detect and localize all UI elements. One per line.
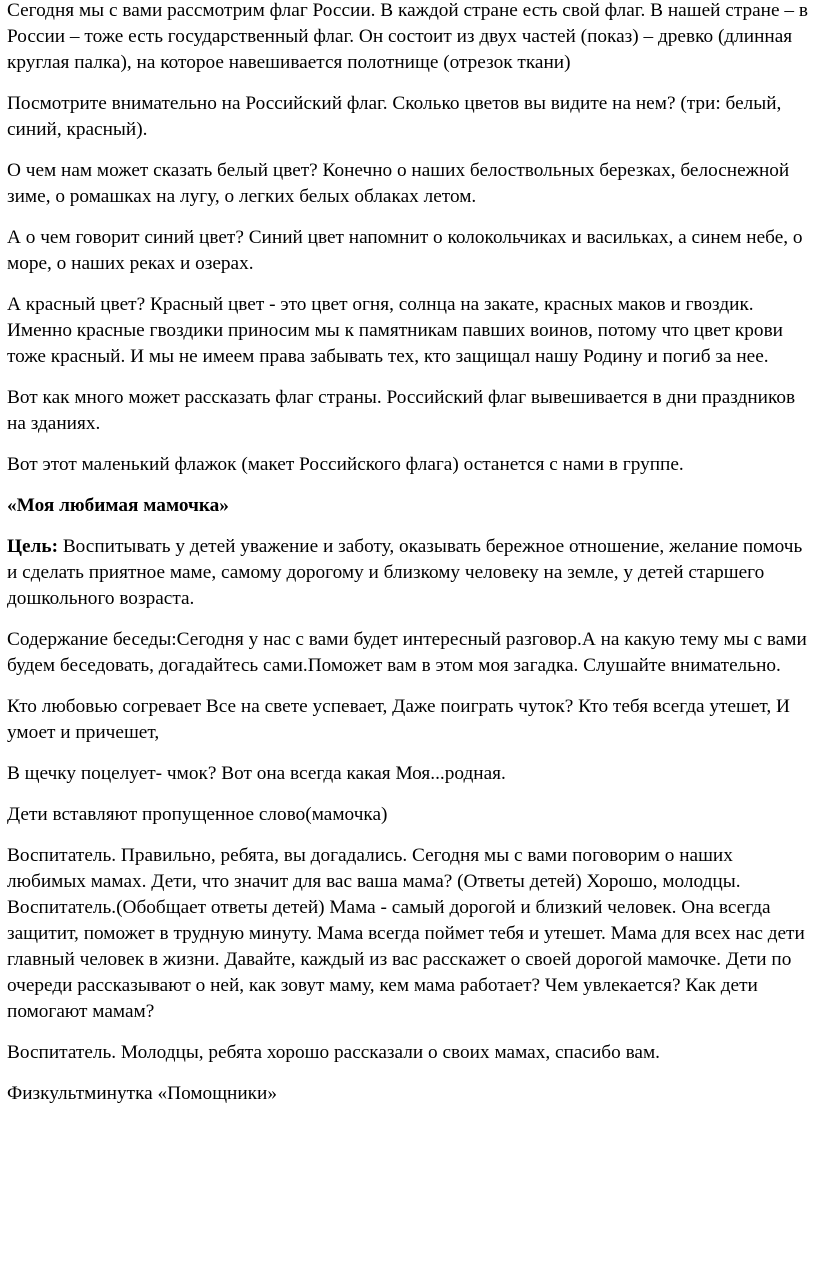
section-heading: «Моя любимая мамочка»	[7, 495, 229, 516]
goal-text: Воспитывать у детей уважение и заботу, оказывать бережное отношение, желание помочь и сделать приятное маме, самому дорогому и близкому человеку на земле, у детей старшего дошкольного возраста.	[7, 536, 803, 609]
paragraph-children-answer: Дети вставляют пропущенное слово(мамочка)	[7, 804, 388, 825]
goal-label: Цель:	[7, 536, 58, 557]
paragraph-teacher-thanks: Воспитатель. Молодцы, ребята хорошо рассказали о своих мамах, спасибо вам.	[7, 1042, 661, 1063]
paragraph-blue-color: А о чем говорит синий цвет? Синий цвет напомнит о колокольчиках и васильках, а синем небе, о море, о наших реках и озерах.	[7, 227, 803, 274]
paragraph-flag-colors-question: Посмотрите внимательно на Российский флаг. Сколько цветов вы видите на нем? (три: белый, синий, красный).	[7, 93, 782, 140]
paragraph-teacher-talk: Воспитатель. Правильно, ребята, вы догадались. Сегодня мы с вами поговорим о наших любимых мамах. Дети, что значит для вас ваша мама? (Ответы детей) Хорошо, молодцы. Воспитатель.(Обобщает ответы детей) Мама - самый дорогой и близкий человек. Она всегда защитит, поможет в трудную минуту. Мама всегда поймет тебя и утешет. Мама для всех нас дети главный человек в жизни. Давайте, каждый из вас расскажет о своей дорогой мамочке. Дети по очереди рассказывают о ней, как зовут маму, кем мама работает? Чем увлекается? Как дети помогают мамам?	[7, 845, 805, 1022]
paragraph-red-color: А красный цвет? Красный цвет - это цвет огня, солнца на закате, красных маков и гвоздик. Именно красные гвоздики приносим мы к памятникам павших воинов, потому что цвет крови тоже красный. И мы не имеем права забывать тех, кто защищал нашу Родину и погиб за нее.	[7, 294, 783, 367]
paragraph-conversation-content: Содержание беседы:Сегодня у нас с вами будет интересный разговор.А на какую тему мы с вами будем беседовать, догадайтесь сами.Поможет вам в этом моя загадка. Слушайте внимательно.	[7, 629, 807, 676]
paragraph-flag-intro: Сегодня мы с вами рассмотрим флаг России. В каждой стране есть свой флаг. В нашей стране – в России – тоже есть государственный флаг. Он состоит из двух частей (показ) – древко (длинная круглая палка), на которое навешивается полотнище (отрезок ткани)	[7, 0, 808, 73]
paragraph-riddle-part-1: Кто любовью согревает Все на свете успевает, Даже поиграть чуток? Кто тебя всегда утешет, И умоет и причешет,	[7, 696, 790, 743]
paragraph-small-flag: Вот этот маленький флажок (макет Российского флага) останется с нами в группе.	[7, 454, 684, 475]
paragraph-white-color: О чем нам может сказать белый цвет? Конечно о наших белоствольных березках, белоснежной зиме, о ромашках на лугу, о легких белых облаках летом.	[7, 160, 790, 207]
paragraph-flag-holidays: Вот как много может рассказать флаг страны. Российский флаг вывешивается в дни праздников на зданиях.	[7, 387, 796, 434]
paragraph-riddle-part-2: В щечку поцелует- чмок? Вот она всегда какая Моя...родная.	[7, 763, 506, 784]
paragraph-exercise-title: Физкультминутка «Помощники»	[7, 1083, 278, 1104]
goal-paragraph	[7, 534, 810, 612]
